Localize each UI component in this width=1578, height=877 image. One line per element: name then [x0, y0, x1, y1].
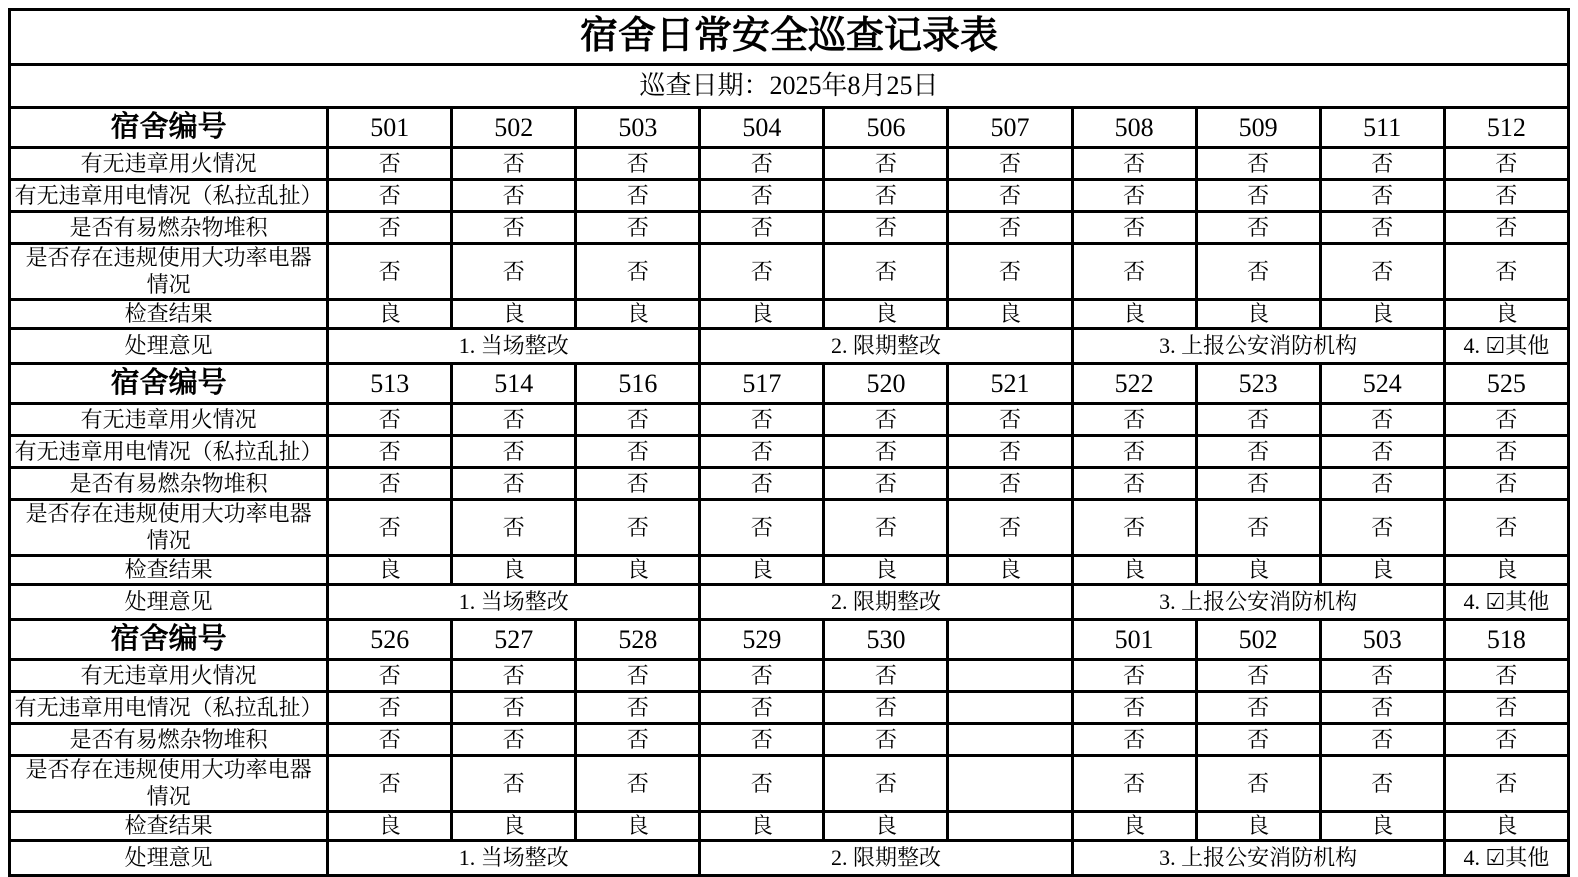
electric-check-row — [10, 436, 1569, 468]
row-label-electric: 有无违章用电情况（私拉乱扯） — [10, 436, 328, 468]
electric-value-cell: 否 — [1196, 436, 1320, 468]
result-value-cell: 良 — [328, 812, 452, 841]
electric-value-cell: 否 — [1072, 436, 1196, 468]
flammable-value-cell: 否 — [1320, 468, 1444, 500]
fire-value-cell: 否 — [824, 660, 948, 692]
electric-value-cell: 否 — [1444, 436, 1568, 468]
room-number-cell: 502 — [452, 108, 576, 148]
high-power-value-cell: 否 — [452, 500, 576, 556]
room-number-cell: 524 — [1320, 364, 1444, 404]
flammable-value-cell — [948, 724, 1072, 756]
room-number-cell: 504 — [700, 108, 824, 148]
room-number-cell: 507 — [948, 108, 1072, 148]
action-option-cell: 1. 当场整改 — [328, 329, 700, 364]
high-power-value-cell: 否 — [824, 756, 948, 812]
result-value-cell: 良 — [824, 812, 948, 841]
dorm-number-row — [10, 620, 1569, 660]
inspection-blocks — [10, 108, 1569, 876]
flammable-value-cell: 否 — [824, 212, 948, 244]
high-power-value-cell: 否 — [576, 244, 700, 300]
high-power-value-cell: 否 — [948, 244, 1072, 300]
electric-value-cell: 否 — [576, 180, 700, 212]
high-power-value-cell: 否 — [948, 500, 1072, 556]
electric-value-cell: 否 — [328, 180, 452, 212]
result-value-cell: 良 — [1444, 812, 1568, 841]
fire-value-cell: 否 — [1320, 660, 1444, 692]
fire-value-cell: 否 — [1196, 660, 1320, 692]
high-power-value-cell: 否 — [1196, 756, 1320, 812]
fire-check-row — [10, 660, 1569, 692]
flammable-value-cell: 否 — [1444, 468, 1568, 500]
high-power-value-cell: 否 — [328, 756, 452, 812]
result-row — [10, 812, 1569, 841]
action-option-cell: 2. 限期整改 — [700, 841, 1072, 876]
high-power-value-cell: 否 — [328, 500, 452, 556]
flammable-value-cell: 否 — [1196, 724, 1320, 756]
fire-value-cell: 否 — [700, 660, 824, 692]
result-value-cell: 良 — [452, 300, 576, 329]
fire-value-cell: 否 — [1072, 404, 1196, 436]
electric-value-cell: 否 — [1196, 692, 1320, 724]
room-number-cell: 513 — [328, 364, 452, 404]
result-value-cell: 良 — [328, 556, 452, 585]
fire-value-cell: 否 — [1320, 404, 1444, 436]
flammable-value-cell: 否 — [1320, 724, 1444, 756]
flammable-value-cell: 否 — [1320, 212, 1444, 244]
high-power-value-cell: 否 — [1196, 500, 1320, 556]
high-power-value-cell: 否 — [452, 244, 576, 300]
room-number-cell: 514 — [452, 364, 576, 404]
flammable-value-cell: 否 — [824, 468, 948, 500]
flammable-check-row — [10, 724, 1569, 756]
result-value-cell — [948, 812, 1072, 841]
room-number-cell: 523 — [1196, 364, 1320, 404]
action-option-cell: 4. ☑其他 — [1444, 585, 1568, 620]
row-label-action: 处理意见 — [10, 585, 328, 620]
fire-value-cell: 否 — [328, 660, 452, 692]
electric-value-cell: 否 — [700, 692, 824, 724]
flammable-value-cell: 否 — [700, 468, 824, 500]
flammable-value-cell: 否 — [328, 212, 452, 244]
action-option-cell: 3. 上报公安消防机构 — [1072, 585, 1444, 620]
high-power-check-row — [10, 500, 1569, 556]
action-row — [10, 329, 1569, 364]
result-value-cell: 良 — [576, 556, 700, 585]
room-number-cell: 506 — [824, 108, 948, 148]
room-number-cell: 512 — [1444, 108, 1568, 148]
high-power-value-cell: 否 — [1196, 244, 1320, 300]
electric-value-cell: 否 — [1072, 692, 1196, 724]
flammable-value-cell: 否 — [948, 468, 1072, 500]
flammable-value-cell: 否 — [576, 724, 700, 756]
high-power-value-cell: 否 — [1072, 244, 1196, 300]
result-value-cell: 良 — [1072, 556, 1196, 585]
result-value-cell: 良 — [1320, 300, 1444, 329]
date-row — [10, 65, 1569, 108]
electric-value-cell: 否 — [1196, 180, 1320, 212]
high-power-value-cell: 否 — [700, 244, 824, 300]
fire-value-cell: 否 — [328, 148, 452, 180]
electric-value-cell: 否 — [824, 436, 948, 468]
result-value-cell: 良 — [1072, 300, 1196, 329]
action-option-cell: 3. 上报公安消防机构 — [1072, 841, 1444, 876]
electric-value-cell: 否 — [576, 436, 700, 468]
result-row — [10, 300, 1569, 329]
room-number-cell: 508 — [1072, 108, 1196, 148]
row-label-action: 处理意见 — [10, 329, 328, 364]
electric-value-cell: 否 — [1444, 692, 1568, 724]
row-label-result: 检查结果 — [10, 300, 328, 329]
fire-value-cell: 否 — [824, 148, 948, 180]
room-number-cell: 511 — [1320, 108, 1444, 148]
row-label-dorm-number: 宿舍编号 — [10, 620, 328, 660]
fire-value-cell: 否 — [1444, 148, 1568, 180]
fire-check-row — [10, 148, 1569, 180]
flammable-value-cell: 否 — [700, 724, 824, 756]
room-number-cell: 526 — [328, 620, 452, 660]
result-value-cell: 良 — [452, 556, 576, 585]
high-power-value-cell: 否 — [700, 500, 824, 556]
fire-value-cell: 否 — [1444, 404, 1568, 436]
room-number-cell — [948, 620, 1072, 660]
result-value-cell: 良 — [1444, 300, 1568, 329]
electric-value-cell: 否 — [1072, 180, 1196, 212]
action-row — [10, 585, 1569, 620]
flammable-value-cell: 否 — [948, 212, 1072, 244]
electric-value-cell: 否 — [328, 692, 452, 724]
fire-value-cell: 否 — [576, 404, 700, 436]
action-option-cell: 1. 当场整改 — [328, 585, 700, 620]
high-power-check-row — [10, 244, 1569, 300]
high-power-value-cell: 否 — [824, 244, 948, 300]
high-power-value-cell: 否 — [1444, 756, 1568, 812]
fire-value-cell: 否 — [1444, 660, 1568, 692]
result-value-cell: 良 — [1196, 812, 1320, 841]
flammable-value-cell: 否 — [1072, 212, 1196, 244]
fire-value-cell: 否 — [700, 404, 824, 436]
result-value-cell: 良 — [576, 300, 700, 329]
electric-value-cell: 否 — [1320, 180, 1444, 212]
result-value-cell: 良 — [948, 556, 1072, 585]
result-value-cell: 良 — [328, 300, 452, 329]
dorm-number-row — [10, 108, 1569, 148]
row-label-electric: 有无违章用电情况（私拉乱扯） — [10, 692, 328, 724]
action-option-cell: 4. ☑其他 — [1444, 841, 1568, 876]
row-label-high-power: 是否存在违规使用大功率电器情况 — [10, 500, 328, 556]
row-label-flammable: 是否有易燃杂物堆积 — [10, 212, 328, 244]
electric-value-cell: 否 — [452, 180, 576, 212]
electric-value-cell — [948, 692, 1072, 724]
fire-value-cell: 否 — [700, 148, 824, 180]
page-title: 宿舍日常安全巡查记录表 — [10, 10, 1569, 65]
result-value-cell: 良 — [1320, 812, 1444, 841]
row-label-fire: 有无违章用火情况 — [10, 148, 328, 180]
result-value-cell: 良 — [700, 556, 824, 585]
action-option-cell: 2. 限期整改 — [700, 585, 1072, 620]
row-label-high-power: 是否存在违规使用大功率电器情况 — [10, 244, 328, 300]
action-row — [10, 841, 1569, 876]
electric-value-cell: 否 — [700, 180, 824, 212]
high-power-value-cell: 否 — [1320, 500, 1444, 556]
row-label-fire: 有无违章用火情况 — [10, 660, 328, 692]
room-number-cell: 516 — [576, 364, 700, 404]
fire-value-cell: 否 — [1320, 148, 1444, 180]
high-power-value-cell: 否 — [700, 756, 824, 812]
title-row — [10, 10, 1569, 65]
row-label-result: 检查结果 — [10, 812, 328, 841]
flammable-value-cell: 否 — [1196, 468, 1320, 500]
room-number-cell: 517 — [700, 364, 824, 404]
fire-value-cell: 否 — [824, 404, 948, 436]
result-value-cell: 良 — [948, 300, 1072, 329]
electric-value-cell: 否 — [576, 692, 700, 724]
electric-value-cell: 否 — [824, 692, 948, 724]
room-number-cell: 530 — [824, 620, 948, 660]
flammable-value-cell: 否 — [1072, 468, 1196, 500]
fire-value-cell: 否 — [452, 660, 576, 692]
room-number-cell: 501 — [1072, 620, 1196, 660]
fire-check-row — [10, 404, 1569, 436]
action-option-cell: 1. 当场整改 — [328, 841, 700, 876]
electric-value-cell: 否 — [948, 180, 1072, 212]
fire-value-cell: 否 — [1196, 404, 1320, 436]
flammable-value-cell: 否 — [700, 212, 824, 244]
result-value-cell: 良 — [824, 300, 948, 329]
row-label-dorm-number: 宿舍编号 — [10, 108, 328, 148]
row-label-flammable: 是否有易燃杂物堆积 — [10, 724, 328, 756]
electric-value-cell: 否 — [328, 436, 452, 468]
flammable-value-cell: 否 — [452, 468, 576, 500]
room-number-cell: 528 — [576, 620, 700, 660]
flammable-value-cell: 否 — [576, 212, 700, 244]
room-number-cell: 521 — [948, 364, 1072, 404]
action-option-cell: 4. ☑其他 — [1444, 329, 1568, 364]
flammable-value-cell: 否 — [1444, 212, 1568, 244]
electric-value-cell: 否 — [948, 436, 1072, 468]
flammable-value-cell: 否 — [1196, 212, 1320, 244]
high-power-check-row — [10, 756, 1569, 812]
electric-value-cell: 否 — [1320, 436, 1444, 468]
high-power-value-cell: 否 — [1072, 500, 1196, 556]
result-value-cell: 良 — [1072, 812, 1196, 841]
fire-value-cell: 否 — [948, 148, 1072, 180]
electric-value-cell: 否 — [452, 436, 576, 468]
result-row — [10, 556, 1569, 585]
electric-check-row — [10, 180, 1569, 212]
flammable-check-row — [10, 212, 1569, 244]
room-number-cell: 522 — [1072, 364, 1196, 404]
fire-value-cell: 否 — [452, 404, 576, 436]
electric-value-cell: 否 — [824, 180, 948, 212]
row-label-flammable: 是否有易燃杂物堆积 — [10, 468, 328, 500]
room-number-cell: 509 — [1196, 108, 1320, 148]
action-option-cell: 2. 限期整改 — [700, 329, 1072, 364]
result-value-cell: 良 — [1196, 300, 1320, 329]
flammable-value-cell: 否 — [1444, 724, 1568, 756]
result-value-cell: 良 — [1196, 556, 1320, 585]
room-number-cell: 527 — [452, 620, 576, 660]
result-value-cell: 良 — [1444, 556, 1568, 585]
high-power-value-cell: 否 — [1320, 756, 1444, 812]
fire-value-cell: 否 — [1072, 148, 1196, 180]
fire-value-cell: 否 — [948, 404, 1072, 436]
fire-value-cell: 否 — [576, 660, 700, 692]
fire-value-cell: 否 — [328, 404, 452, 436]
fire-value-cell: 否 — [1196, 148, 1320, 180]
electric-value-cell: 否 — [1444, 180, 1568, 212]
flammable-check-row — [10, 468, 1569, 500]
high-power-value-cell: 否 — [576, 500, 700, 556]
high-power-value-cell: 否 — [328, 244, 452, 300]
flammable-value-cell: 否 — [1072, 724, 1196, 756]
row-label-electric: 有无违章用电情况（私拉乱扯） — [10, 180, 328, 212]
high-power-value-cell: 否 — [1444, 244, 1568, 300]
result-value-cell: 良 — [700, 300, 824, 329]
high-power-value-cell: 否 — [824, 500, 948, 556]
fire-value-cell: 否 — [452, 148, 576, 180]
row-label-high-power: 是否存在违规使用大功率电器情况 — [10, 756, 328, 812]
room-number-cell: 518 — [1444, 620, 1568, 660]
high-power-value-cell — [948, 756, 1072, 812]
flammable-value-cell: 否 — [576, 468, 700, 500]
high-power-value-cell: 否 — [1072, 756, 1196, 812]
room-number-cell: 529 — [700, 620, 824, 660]
row-label-fire: 有无违章用火情况 — [10, 404, 328, 436]
electric-check-row — [10, 692, 1569, 724]
room-number-cell: 503 — [576, 108, 700, 148]
dorm-number-row — [10, 364, 1569, 404]
room-number-cell: 520 — [824, 364, 948, 404]
row-label-action: 处理意见 — [10, 841, 328, 876]
inspection-date: 巡查日期：2025年8月25日 — [10, 65, 1569, 108]
flammable-value-cell: 否 — [824, 724, 948, 756]
room-number-cell: 502 — [1196, 620, 1320, 660]
room-number-cell: 501 — [328, 108, 452, 148]
fire-value-cell: 否 — [576, 148, 700, 180]
electric-value-cell: 否 — [700, 436, 824, 468]
result-value-cell: 良 — [452, 812, 576, 841]
high-power-value-cell: 否 — [1444, 500, 1568, 556]
fire-value-cell — [948, 660, 1072, 692]
result-value-cell: 良 — [576, 812, 700, 841]
result-value-cell: 良 — [824, 556, 948, 585]
electric-value-cell: 否 — [452, 692, 576, 724]
flammable-value-cell: 否 — [452, 724, 576, 756]
row-label-dorm-number: 宿舍编号 — [10, 364, 328, 404]
result-value-cell: 良 — [1320, 556, 1444, 585]
room-number-cell: 525 — [1444, 364, 1568, 404]
flammable-value-cell: 否 — [452, 212, 576, 244]
room-number-cell: 503 — [1320, 620, 1444, 660]
flammable-value-cell: 否 — [328, 468, 452, 500]
action-option-cell: 3. 上报公安消防机构 — [1072, 329, 1444, 364]
row-label-result: 检查结果 — [10, 556, 328, 585]
high-power-value-cell: 否 — [576, 756, 700, 812]
result-value-cell: 良 — [700, 812, 824, 841]
flammable-value-cell: 否 — [328, 724, 452, 756]
inspection-table — [8, 8, 1570, 877]
electric-value-cell: 否 — [1320, 692, 1444, 724]
fire-value-cell: 否 — [1072, 660, 1196, 692]
high-power-value-cell: 否 — [452, 756, 576, 812]
high-power-value-cell: 否 — [1320, 244, 1444, 300]
